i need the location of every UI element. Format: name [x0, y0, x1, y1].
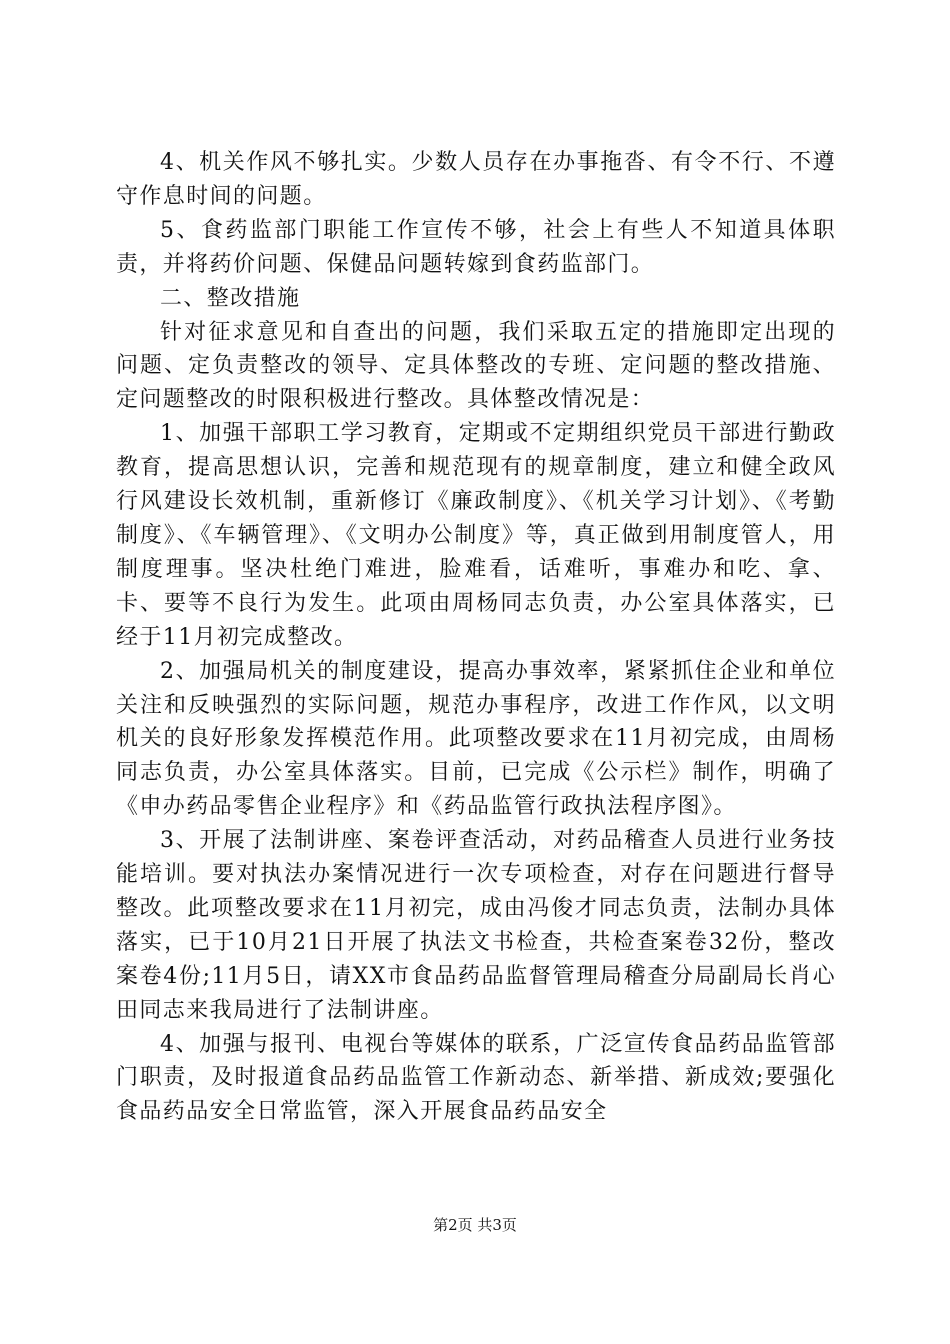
- paragraph-measure-2: 2、加强局机关的制度建设，提高办事效率，紧紧抓住企业和单位关注和反映强烈的实际问题，规范办事程序，改进工作作风，以文明机关的良好形象发挥模范作用。此项整改要求在11月初完成，由周杨同志负责，办公室具体落实。目前，已完成《公示栏》制作，明确了《申办药品零售企业程序》和《药品监管行政执法程序图》。: [116, 658, 836, 820]
- paragraph-issue-4: 4、机关作风不够扎实。少数人员存在办事拖沓、有令不行、不遵守作息时间的问题。: [116, 150, 836, 209]
- page-footer: 第2页 共3页: [433, 1216, 517, 1234]
- section-heading-rectification: 二、整改措施: [160, 285, 301, 311]
- paragraph-measure-3: 3、开展了法制讲座、案卷评查活动，对药品稽查人员进行业务技能培训。要对执法办案情况进行一次专项检查，对存在问题进行督导整改。此项整改要求在11月初完，成由冯俊才同志负责，法制办具体落实，已于10月21日开展了执法文书检查，共检查案卷32份，整改案卷4份;11月5日，请XX市食品药品监督管理局稽查分局副局长肖心田同志来我局进行了法制讲座。: [116, 828, 836, 1023]
- paragraph-issue-5: 5、食药监部门职能工作宣传不够，社会上有些人不知道具体职责，并将药价问题、保健品问题转嫁到食药监部门。: [116, 217, 836, 277]
- document-body: [116, 146, 836, 1129]
- paragraph-measure-1: 1、加强干部职工学习教育，定期或不定期组织党员干部进行勤政教育，提高思想认识，完善和规范现有的规章制度，建立和健全政风行风建设长效机制，重新修订《廉政制度》、《机关学习计划》、《考勤制度》、《车辆管理》、《文明办公制度》等，真正做到用制度管人，用制度理事。坚决杜绝门难进，脸难看，话难听，事难办和吃、拿、卡、要等不良行为发生。此项由周杨同志负责，办公室具体落实，已经于11月初完成整改。: [116, 421, 836, 650]
- paragraph-measure-4: 4、加强与报刊、电视台等媒体的联系，广泛宣传食品药品监管部门职责，及时报道食品药品监管工作新动态、新举措、新成效;要强化食品药品安全日常监管，深入开展食品药品安全: [116, 1031, 836, 1125]
- paragraph-intro: 针对征求意见和自查出的问题，我们采取五定的措施即定出现的问题、定负责整改的领导、定具体整改的专班、定问题的整改措施、定问题整改的时限积极进行整改。具体整改情况是：: [116, 319, 836, 413]
